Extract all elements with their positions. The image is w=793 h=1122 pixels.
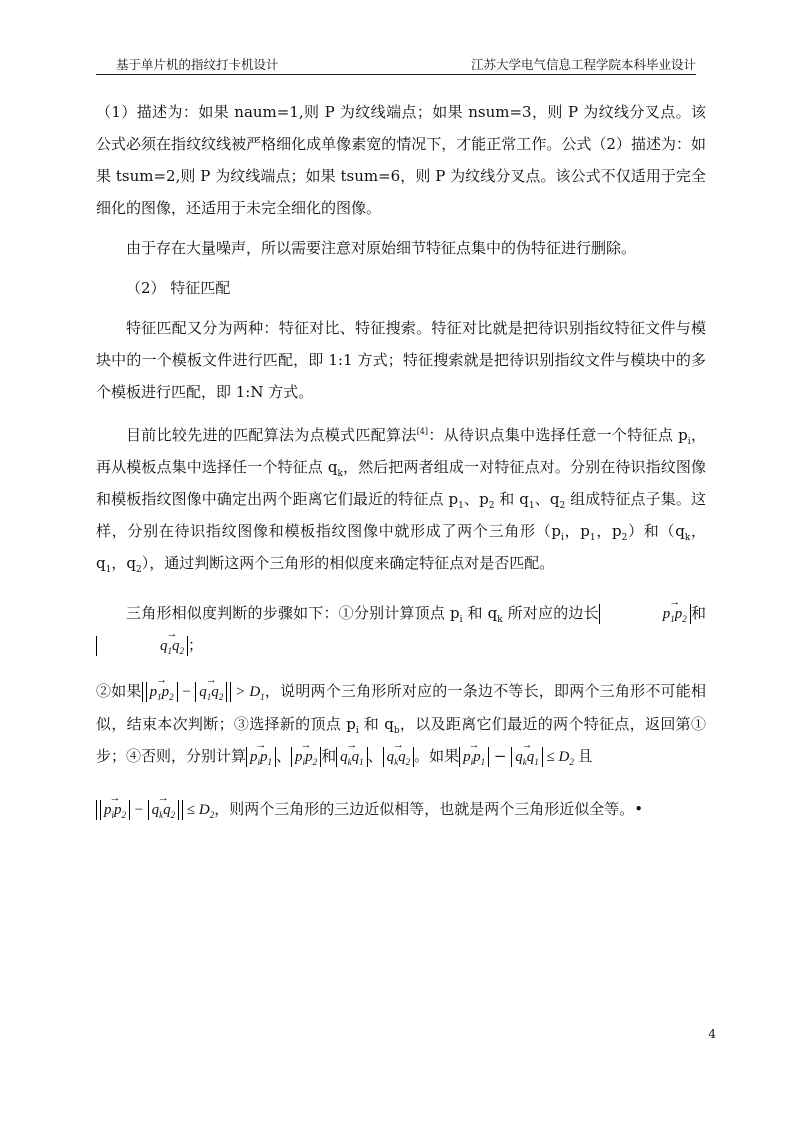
paragraph-5: 目前比较先进的匹配算法为点模式匹配算法[4]：从待识点集中选择任意一个特征点 $p_i$，再从模板点集中选择任一个特征点 $q_k$，然后把两者组成一对特征点对。分别在待识指纹图像和模板指纹图像中确定出两个距离它们最近的特征点 $p_1$、$p_2$ 和 $q_1$、$q_2$ 组成特征点子集。这样，分别在待识指纹图像和模板指纹图像中就形成了两个三角形（$p_i$，$p_1$，$p_2$）和（$q_k$，$q_1$，$q_2$），通过判断这两个三角形的相似度来确定特征点对是否匹配。 [96, 426, 707, 575]
paragraph-6: 三角形相似度判断的步骤如下：①分别计算顶点 $p_i$ 和 $q_k$ 所对应的边长→ $p_1p_2$ 和→ $q_1q_2$ ； [96, 597, 706, 661]
paragraph-8: → $p_ip_2$ − → $q_kq_2 \le D_2$，则两个三角形的三边近似相等，也就是两个三角形近似全等。• [96, 793, 706, 826]
header-right-title: 江苏大学电气信息工程学院本科毕业设计 [470, 57, 696, 72]
paragraph-4: 特征匹配又分为两种：特征对比、特征搜索。特征对比就是把待识别指纹特征文件与模块中的一个模板文件进行匹配，即 1:1 方式；特征搜索就是把待识别指纹文件与模块中的多个模板进行匹配，即 1:N 方式。 [96, 319, 706, 401]
page-number: 4 [708, 1027, 716, 1041]
paragraph-7: ②如果→ $p_1p_2$ − → $q_1q_2 > D_1$，说明两个三角形所对应的一条边不等长，即两个三角形不可能相似，结束本次判断；③选择新的顶点 $p_i$ 和 $q_b$，以及距离它们最近的两个特征点，返回第①步；④否则，分别计算→ $p_ip_1$ 、→ $p_ip_2$ 和→ $q_kq_1$ 、→ $q_kq_2$ 。如果→ $p_ip_1$ − → $q_kq_1 \le D_2$ 且 [96, 675, 706, 773]
page-header [96, 52, 696, 75]
formula-d2: → $p_ip_2$ − → $q_kq_2$ [96, 800, 183, 821]
section-heading: （2） 特征匹配 [126, 279, 231, 297]
header-left-title: 基于单片机的指纹打卡机设计 [116, 57, 279, 72]
paragraph-1: （1）描述为：如果 naum=1,则 P 为纹线端点；如果 nsum=3，则 P 为纹线分叉点。该公式必须在指纹纹线被严格细化成单像素宽的情况下，才能正常工作。公式（2）描述为：如果 tsum=2,则 P 为纹线端点；如果 tsum=6，则 P 为纹线分叉点。该公式不仅适用于完全细化的图像，还适用于未完全细化的图像。 [96, 103, 706, 217]
document-body [96, 96, 706, 826]
paragraph-2: 由于存在大量噪声，所以需要注意对原始细节特征点集中的伪特征进行删除。 [126, 239, 637, 257]
formula-pipi2: → $p_1p_2$ [599, 604, 691, 624]
formula-diff-d1: → $p_1p_2$ − → $q_1q_2$ [142, 682, 232, 703]
formula-q1q2: → $q_1q_2$ [96, 636, 188, 656]
